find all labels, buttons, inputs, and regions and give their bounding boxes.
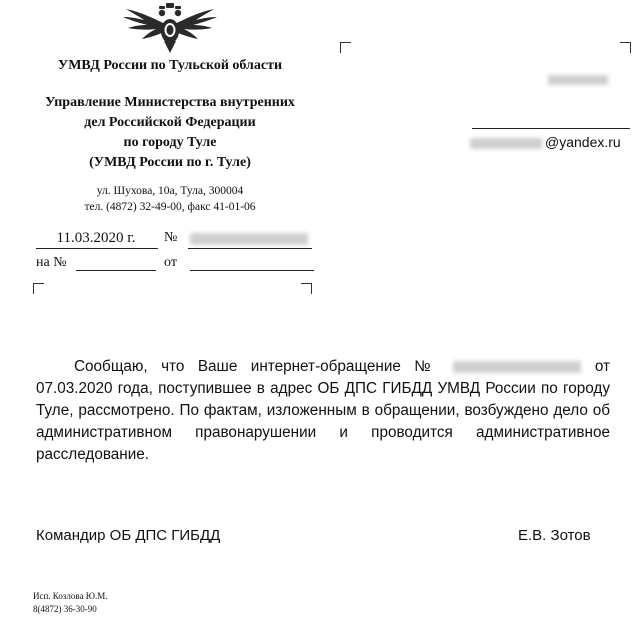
number-underline bbox=[188, 248, 312, 249]
phone-fax: тел. (4872) 32-49-00, факс 41-01-06 bbox=[84, 201, 256, 213]
corner-mark bbox=[301, 283, 312, 294]
outgoing-date: 11.03.2020 г. bbox=[56, 230, 136, 246]
executor-name: Исп. Козлова Ю.М. bbox=[33, 591, 108, 601]
reference-from-label: от bbox=[164, 255, 177, 270]
corner-mark bbox=[33, 283, 44, 294]
postal-address: ул. Шухова, 10а, Тула, 300004 bbox=[96, 185, 244, 197]
executor-phone: 8(4872) 36-30-90 bbox=[33, 604, 97, 614]
signer-position: Командир ОБ ДПС ГИБДД bbox=[36, 527, 221, 544]
recipient-underline bbox=[472, 128, 630, 129]
org-line-1: Управление Министерства внутренних bbox=[45, 95, 295, 110]
reference-date-underline bbox=[190, 270, 314, 271]
organization-title: УМВД России по Тульской области bbox=[57, 58, 283, 73]
org-line-4: (УМВД России по г. Туле) bbox=[89, 155, 251, 170]
org-line-3: по городу Туле bbox=[123, 135, 217, 150]
recipient-email: @yandex.ru bbox=[545, 134, 621, 150]
letter-paragraph bbox=[36, 356, 610, 466]
date-underline bbox=[36, 248, 158, 249]
redacted-appeal-number bbox=[453, 361, 581, 373]
body-text-rest: от 07.03.2020 года, поступившее в адрес ОБ ДПС ГИБДД УМВД России по городу Туле, рассмотрено. По фактам, изложенным в обращении, возбуждено дело об административном правонарушении и проводится административное расследование. bbox=[36, 358, 611, 463]
letter-body bbox=[36, 356, 610, 466]
reference-underline bbox=[76, 270, 156, 271]
redacted-recipient-name bbox=[548, 75, 608, 85]
reference-label: на № bbox=[36, 255, 67, 270]
organization-full-name bbox=[0, 93, 340, 173]
outgoing-number-label: № bbox=[164, 230, 178, 245]
double-headed-eagle-emblem-icon bbox=[120, 3, 220, 55]
redacted-email-user bbox=[470, 138, 542, 149]
body-text-start: Сообщаю, что Ваше интернет-обращение № bbox=[74, 358, 440, 375]
org-line-2: дел Российской Федерации bbox=[84, 115, 256, 130]
corner-mark bbox=[620, 42, 631, 53]
signer-name: Е.В. Зотов bbox=[518, 527, 591, 544]
organization-contacts bbox=[0, 183, 340, 215]
redacted-number bbox=[190, 233, 308, 245]
corner-mark bbox=[340, 42, 351, 53]
